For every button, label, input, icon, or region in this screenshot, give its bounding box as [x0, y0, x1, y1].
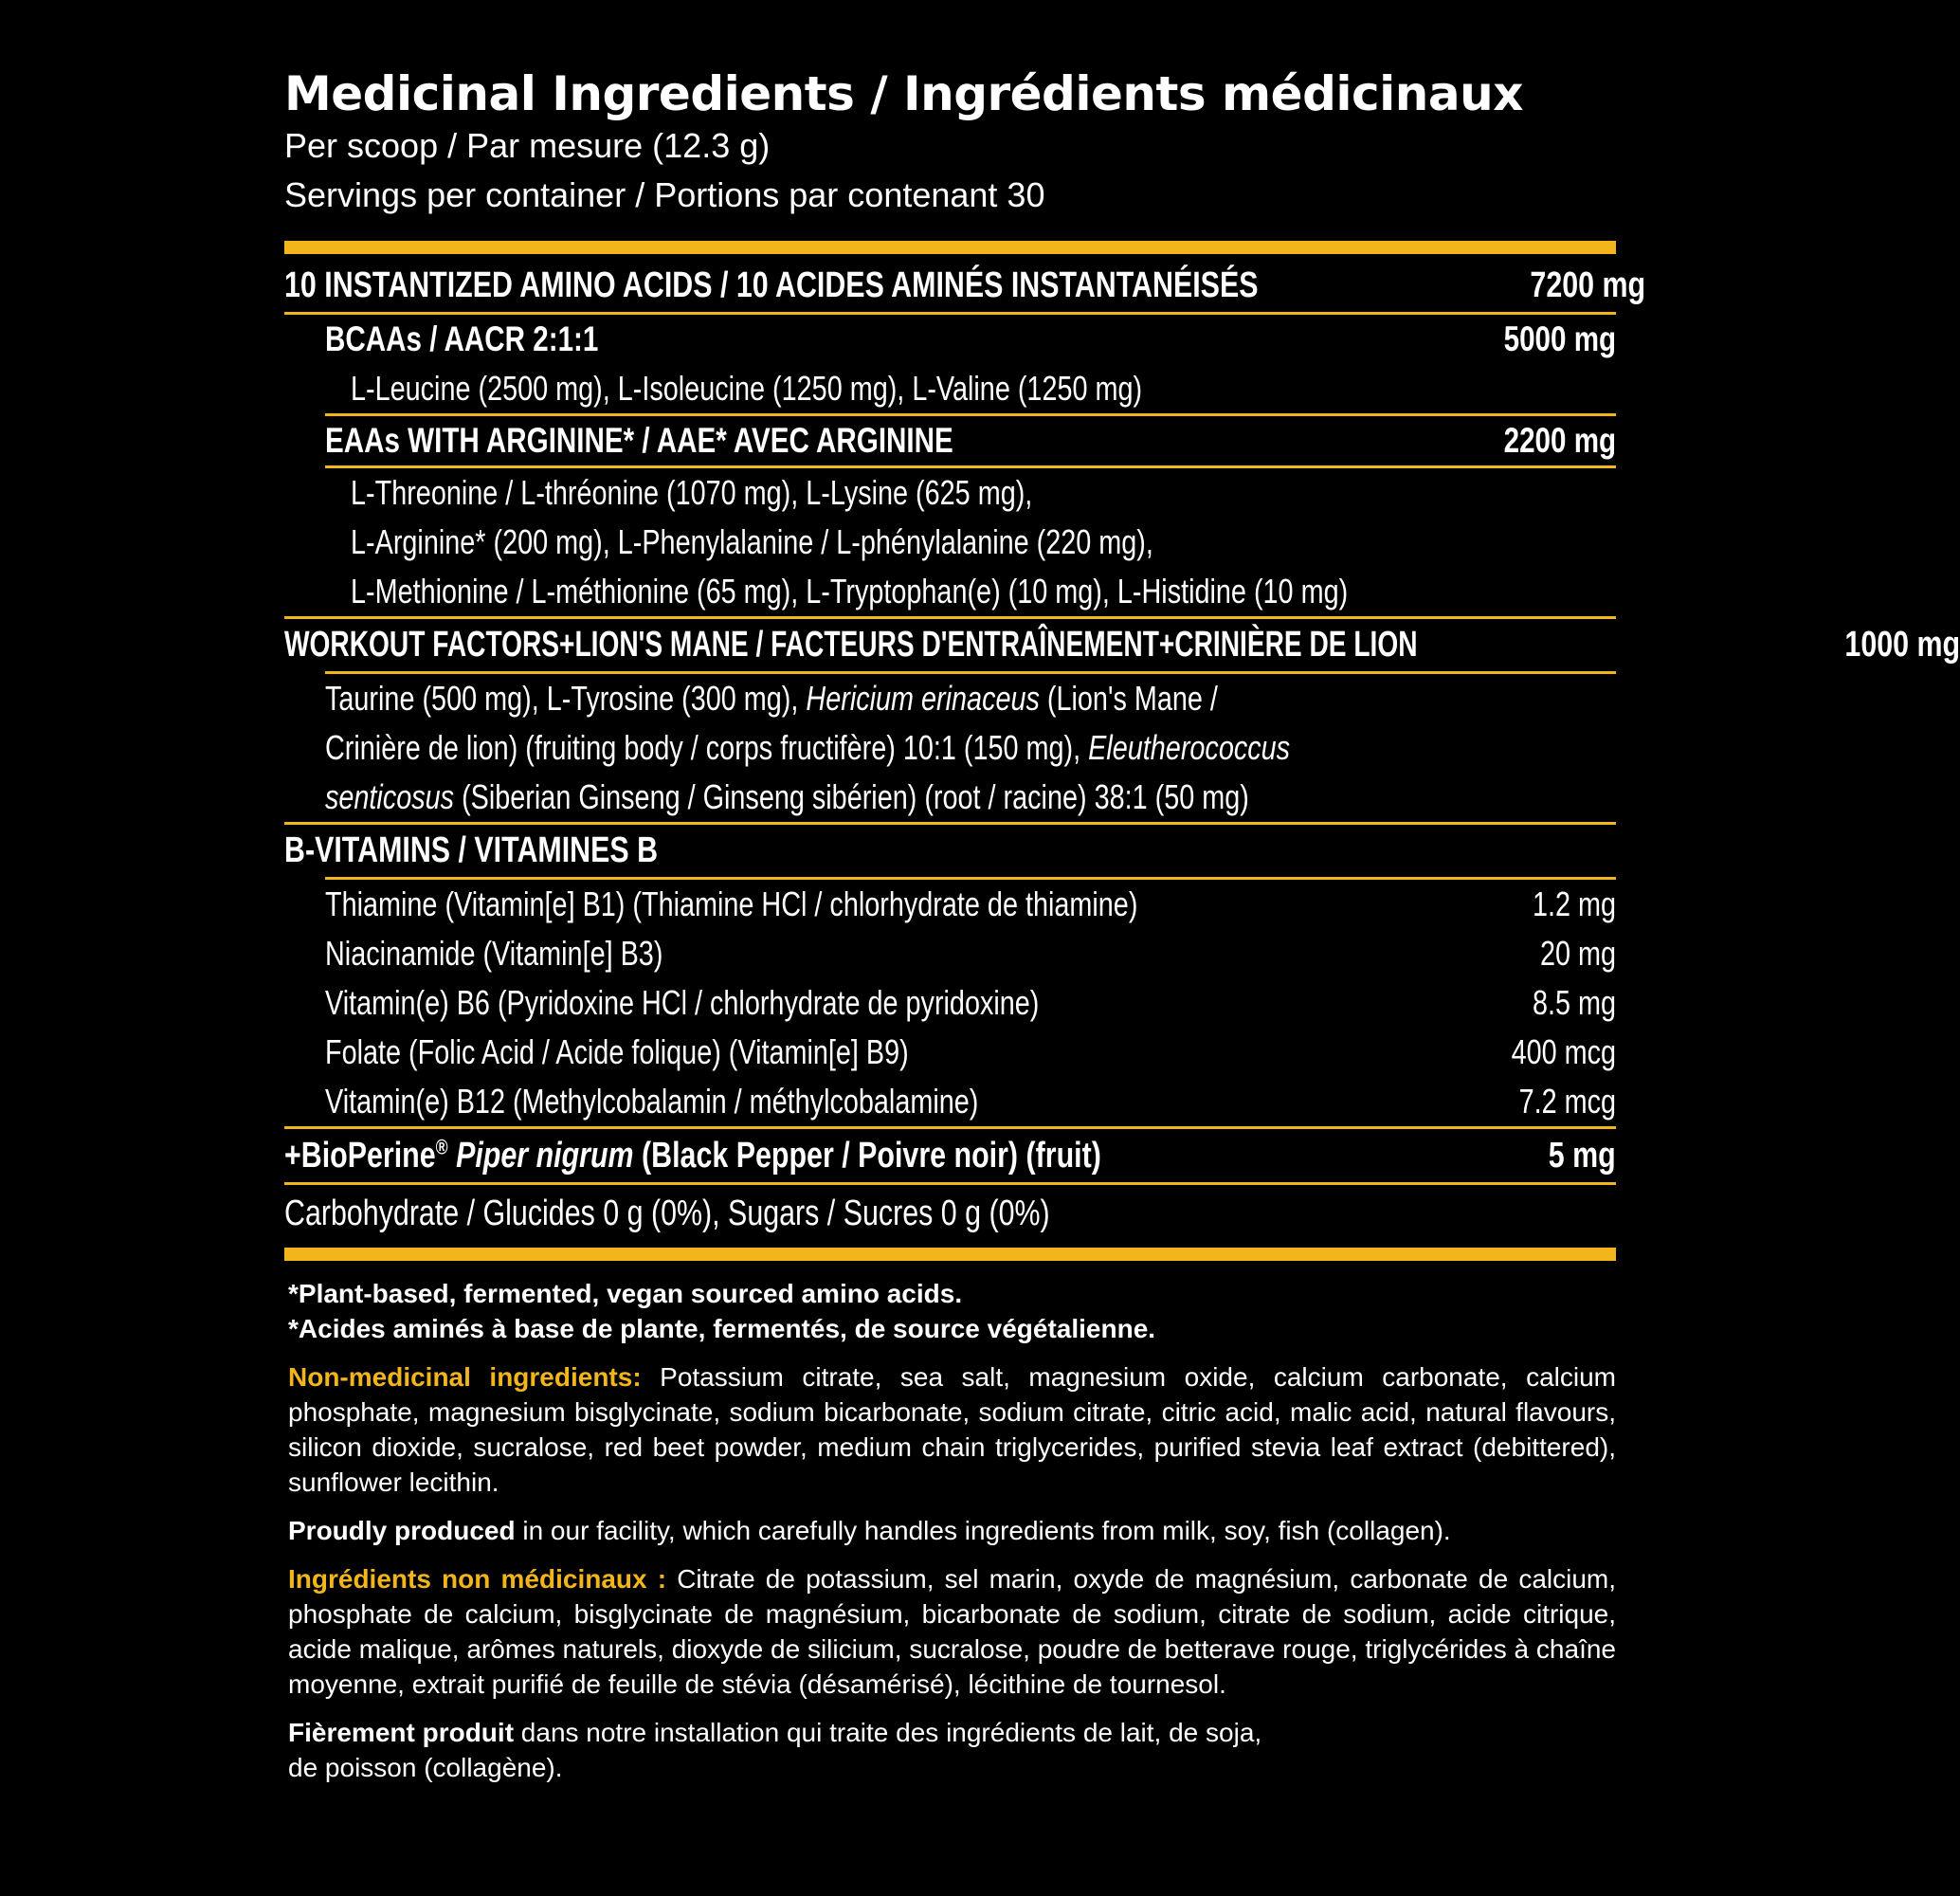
- eaa-detail-text: L-Threonine / L-thréonine (1070 mg), L-Lysine (625 mg),: [351, 473, 1033, 512]
- top-thick-divider: [284, 241, 1616, 254]
- vitamin-name: Thiamine (Vitamin[e] B1) (Thiamine HCl / chlorhydrate de thiamine): [325, 884, 1138, 923]
- b-vitamins-label: B-VITAMINS / VITAMINES B: [284, 830, 659, 870]
- amino-acids-row: [284, 260, 1646, 312]
- eaa-detail-text: L-Arginine* (200 mg), L-Phenylalanine / L-phénylalanine (220 mg),: [351, 522, 1153, 561]
- vitamin-row: [284, 1077, 1616, 1126]
- bioperine-row: [284, 1129, 1616, 1182]
- amino-acids-amount: 7200 mg: [1530, 265, 1646, 305]
- vitamin-name: Niacinamide (Vitamin[e] B3): [325, 934, 663, 973]
- eaa-detail-line: [284, 518, 1616, 567]
- vitamin-name: Vitamin(e) B12 (Methylcobalamin / méthylcobalamine): [325, 1082, 979, 1121]
- workout-factors-row: [284, 619, 1960, 671]
- bioperine-label: +BioPerine: [284, 1135, 436, 1176]
- eaa-amount: 2200 mg: [1503, 421, 1616, 460]
- vitamin-row: [284, 978, 1616, 1028]
- non-medicinal-fr-text: Citrate de potassium, sel marin, oxyde de magnésium, carbonate de calcium, phosphate de calcium, bisglycinate de magnésium, bicarbonate de sodium, citrate de sodium, acide citrique, acide malique, arômes naturels, dioxyde de silicium, sucralose, poudre de betterave rouge, triglycérides à chaîne moyenne, extrait purifié de feuille de stévia (désamérisé), lécithine de tournesol.: [288, 1564, 1617, 1699]
- vitamin-amount: 7.2 mcg: [1518, 1082, 1616, 1121]
- bcaa-detail-text: L-Leucine (2500 mg), L-Isoleucine (1250 mg), L-Valine (1250 mg): [351, 369, 1143, 408]
- carbohydrate-text: Carbohydrate / Glucides 0 g (0%), Sugars / Sucres 0 g (0%): [284, 1194, 1050, 1233]
- produced-en-bold: Proudly produced: [288, 1516, 516, 1545]
- produced-fr: [288, 1715, 1616, 1785]
- vitamin-row: [284, 1028, 1616, 1077]
- amino-acids-label: 10 INSTANTIZED AMINO ACIDS / 10 ACIDES AMINÉS INSTANTANÉISÉS: [284, 265, 1259, 305]
- carbohydrate-line: [284, 1185, 1616, 1242]
- footnote-en: *Plant-based, fermented, vegan sourced amino acids.: [288, 1279, 963, 1308]
- bioperine-amount: 5 mg: [1549, 1135, 1616, 1176]
- bcaa-row: [284, 315, 1616, 364]
- eaa-detail-line: [284, 567, 1616, 616]
- workout-species: senticosus: [325, 777, 455, 816]
- non-medicinal-en-text: Potassium citrate, sea salt, magnesium oxide, calcium carbonate, calcium phosphate, magnesium bisglycinate, sodium bicarbonate, sodium citrate, citric acid, malic acid, natural flavours, silicon dioxide, sucralose, red beet powder, medium chain triglycerides, purified stevia leaf extract (debittered), sunflower lecithin.: [288, 1362, 1616, 1497]
- vitamin-amount: 400 mcg: [1511, 1032, 1616, 1071]
- non-medicinal-fr-label: Ingrédients non médicinaux :: [288, 1564, 667, 1594]
- workout-text: (Siberian Ginseng / Ginseng sibérien) (root / racine) 38:1 (50 mg): [454, 777, 1249, 816]
- servings-per-container: Servings per container / Portions par contenant 30: [284, 175, 1045, 214]
- eaa-detail-text: L-Methionine / L-méthionine (65 mg), L-Tryptophan(e) (10 mg), L-Histidine (10 mg): [351, 572, 1349, 611]
- workout-text: (Lion's Mane /: [1039, 679, 1218, 718]
- produced-fr-bold: Fièrement produit: [288, 1718, 515, 1747]
- bioperine-desc: (Black Pepper / Poivre noir) (fruit): [633, 1135, 1101, 1176]
- bcaa-label: BCAAs / AACR 2:1:1: [325, 319, 599, 358]
- produced-fr-text: de poisson (collagène).: [288, 1753, 563, 1782]
- non-medicinal-fr: [288, 1561, 1616, 1702]
- workout-detail-line: [284, 674, 1616, 723]
- produced-fr-text: dans notre installation qui traite des ingrédients de lait, de soja,: [514, 1718, 1262, 1747]
- panel-title: Medicinal Ingredients / Ingrédients médicinaux: [284, 66, 1523, 121]
- supplement-facts-panel: [284, 66, 1960, 1798]
- bcaa-amount: 5000 mg: [1503, 319, 1616, 358]
- bottom-thick-divider: [284, 1248, 1616, 1261]
- workout-detail-line: [284, 773, 1616, 822]
- serving-size: Per scoop / Par mesure (12.3 g): [284, 126, 771, 165]
- b-vitamins-row: [284, 825, 1616, 877]
- workout-factors-amount: 1000 mg: [1843, 625, 1960, 665]
- workout-text: Taurine (500 mg), L-Tyrosine (300 mg),: [325, 679, 807, 718]
- produced-en-text: in our facility, which carefully handles ingredients from milk, soy, fish (collagen).: [515, 1516, 1451, 1545]
- vitamin-row: [284, 929, 1616, 978]
- footnote-fr: *Acides aminés à base de plante, fermentés, de source végétalienne.: [288, 1314, 1156, 1343]
- registered-mark: ®: [435, 1134, 448, 1158]
- workout-detail-line: [284, 723, 1616, 773]
- non-medicinal-en-label: Non-medicinal ingredients:: [288, 1362, 642, 1392]
- vitamin-name: Vitamin(e) B6 (Pyridoxine HCl / chlorhydrate de pyridoxine): [325, 983, 1040, 1022]
- produced-en: [288, 1513, 1616, 1548]
- workout-species: Eleutherococcus: [1088, 728, 1291, 767]
- bioperine-species: Piper nigrum: [456, 1135, 634, 1176]
- workout-species: Hericium erinaceus: [806, 679, 1040, 718]
- vitamin-amount: 20 mg: [1539, 934, 1616, 973]
- eaa-detail-line: [284, 468, 1616, 518]
- eaa-row: [284, 416, 1616, 465]
- vitamin-amount: 1.2 mg: [1532, 884, 1616, 923]
- bcaa-detail: [284, 364, 1616, 413]
- notes-section: [284, 1276, 1616, 1785]
- workout-factors-label: WORKOUT FACTORS+LION'S MANE / FACTEURS D'ENTRAÎNEMENT+CRINIÈRE DE LION: [284, 625, 1418, 665]
- eaa-label: EAAs WITH ARGININE* / AAE* AVEC ARGININE: [325, 421, 953, 460]
- vitamin-name: Folate (Folic Acid / Acide folique) (Vitamin[e] B9): [325, 1032, 909, 1071]
- vitamin-amount: 8.5 mg: [1532, 983, 1616, 1022]
- vitamin-row: [284, 880, 1616, 929]
- workout-text: Crinière de lion) (fruiting body / corps fructifère) 10:1 (150 mg),: [325, 728, 1089, 767]
- non-medicinal-en: [288, 1359, 1616, 1500]
